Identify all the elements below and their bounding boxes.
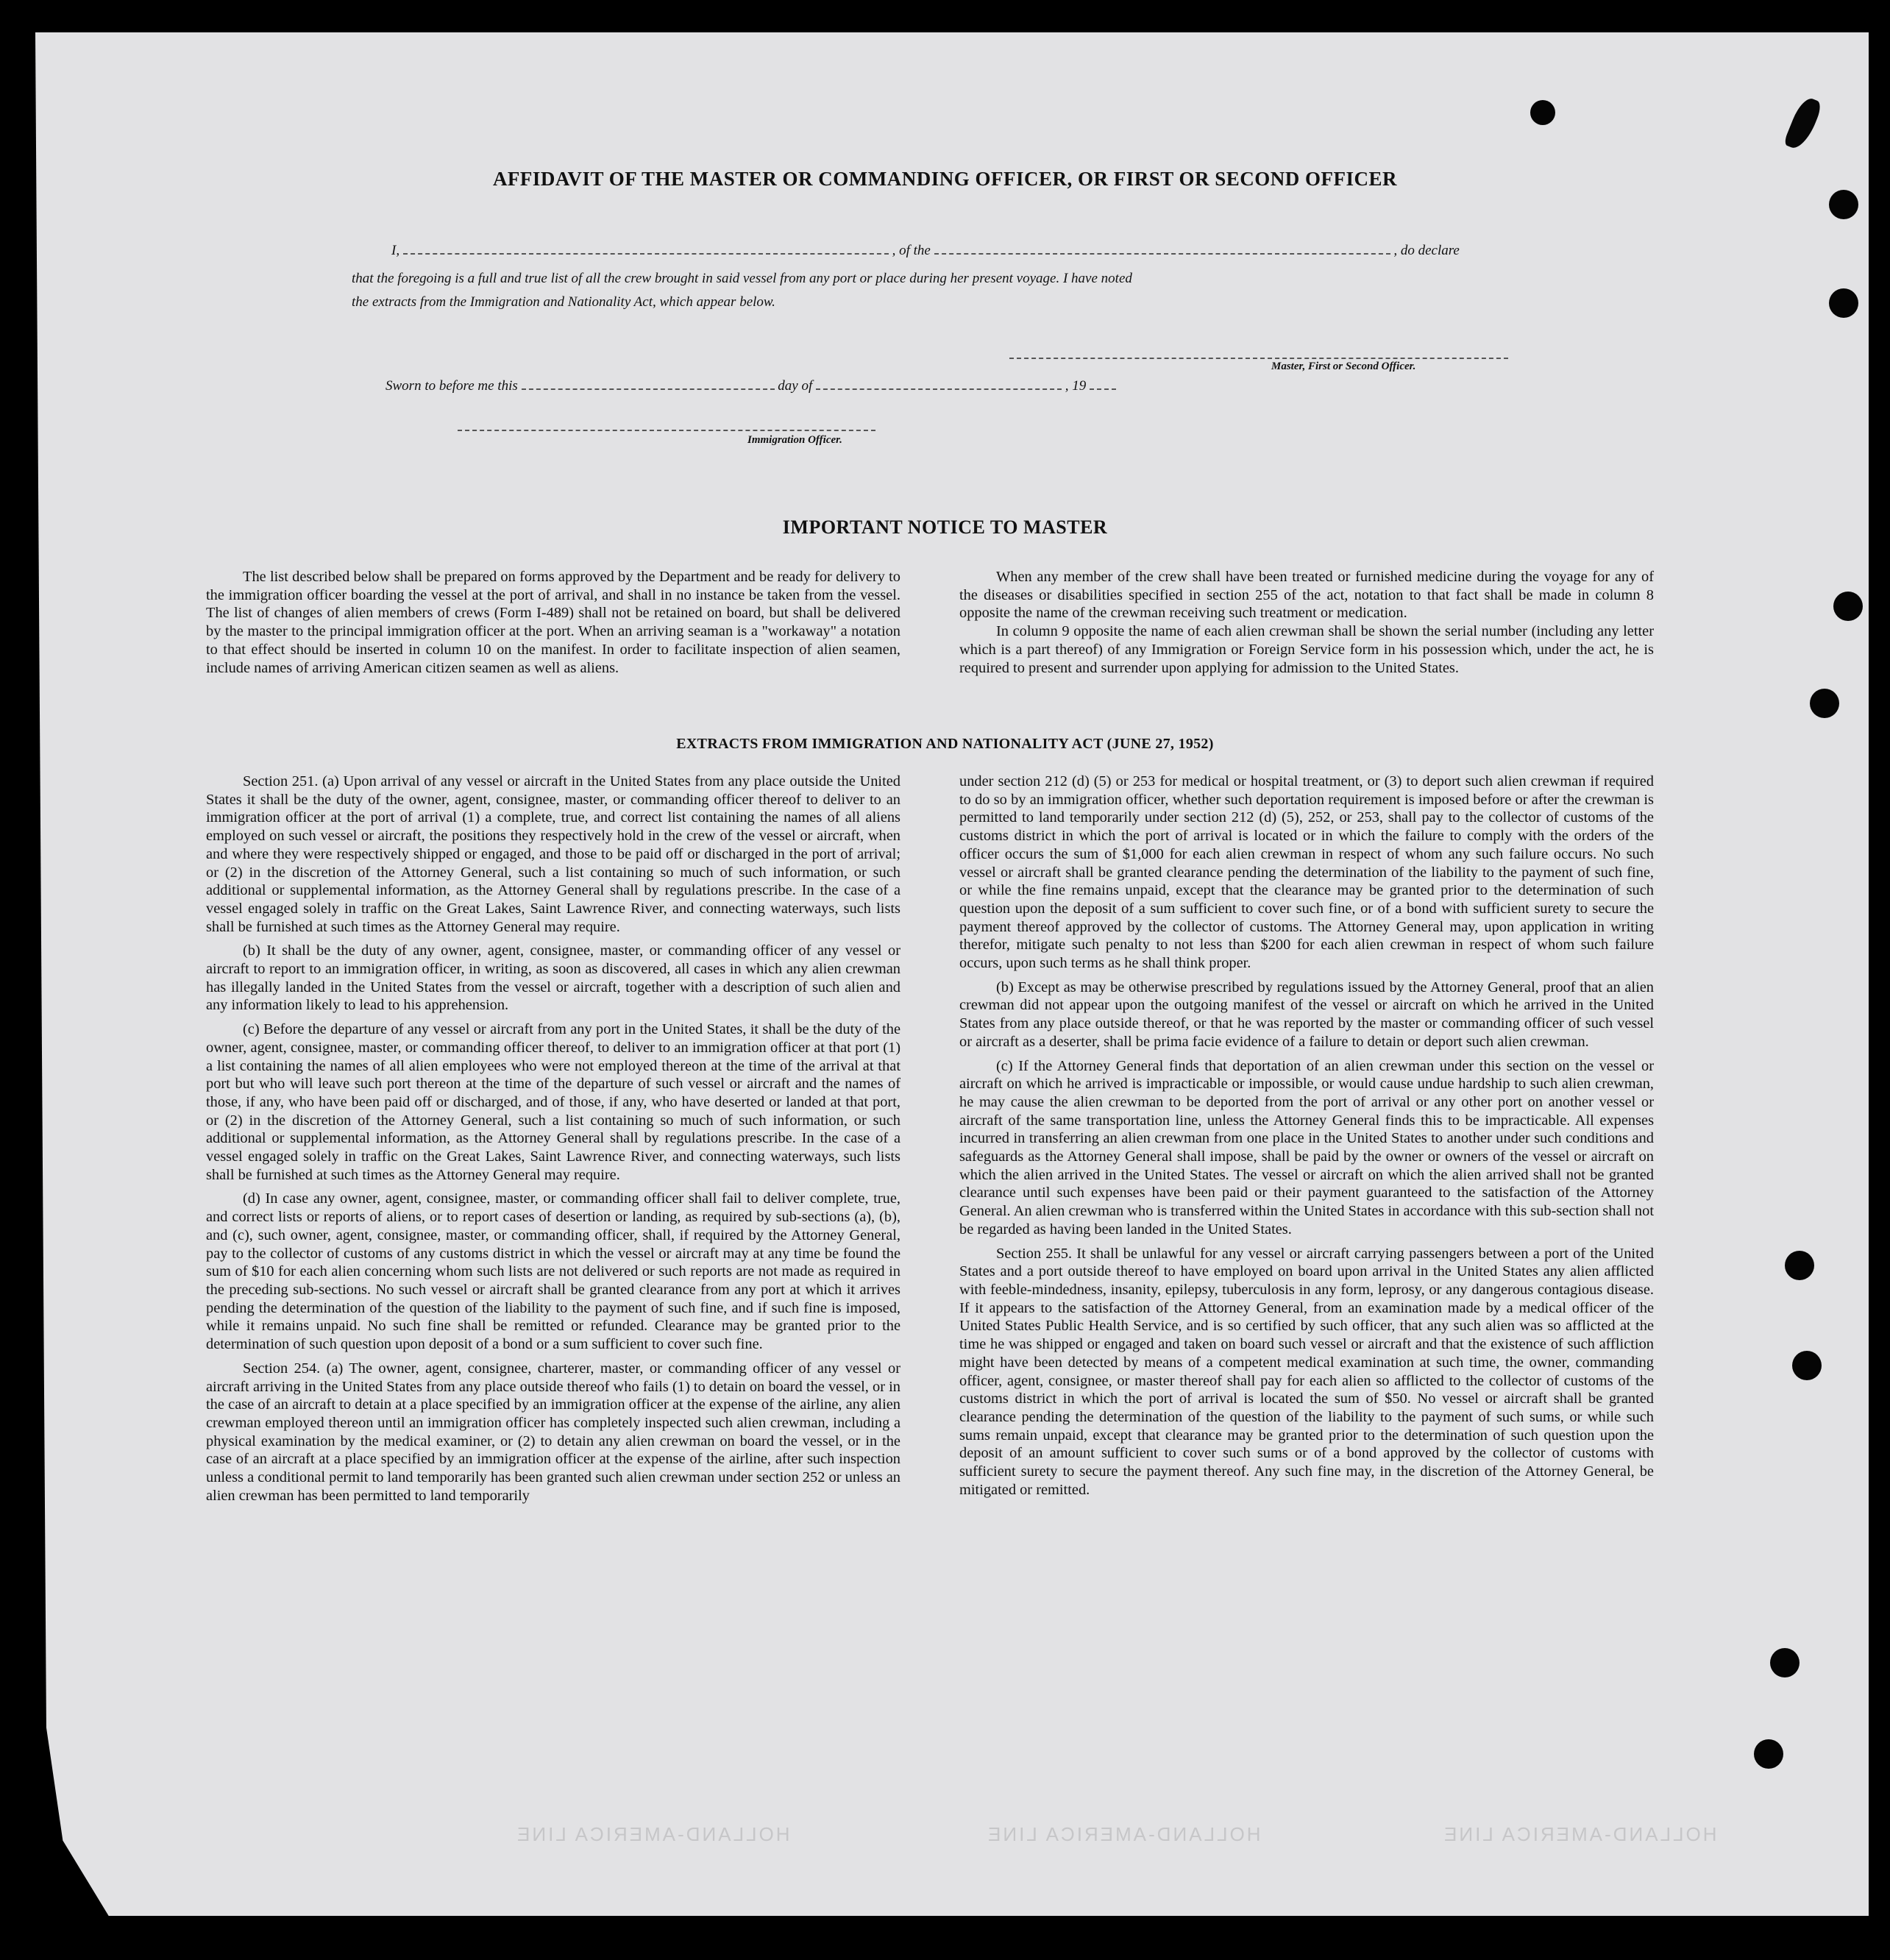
affidavit-of-the: , of the xyxy=(892,243,931,258)
extracts-right-column xyxy=(959,773,1654,1505)
punch-hole xyxy=(1829,190,1858,219)
punch-hole xyxy=(1810,689,1839,718)
section-254-a: Section 254. (a) The owner, agent, consignee, charterer, master, or commanding officer of any vessel or aircraft arriving in the United States from any place outside thereof who fails (1) to detain on board the vessel, or in the case of an aircraft to detain at a place specified by an immigration officer at the expense of the airline, any alien crewman employed thereon until an immigration officer has completely inspected such alien crewman, including a physical examination by the medical examiner, or (2) to detain any alien crewman on board the vessel, or in the case of an aircraft at a place specified by an immigration officer at the expense of the airline, after such inspection unless a conditional permit to land temporarily has been granted such alien crewman under section 252 or unless an alien crewman has been permitted to land temporarily xyxy=(206,1360,900,1504)
section-254-c: (c) If the Attorney General finds that deportation of an alien crewman under this section on the vessel or aircraft on which he arrived is impracticable or impossible, or would cause undue hardship to such alien crewman, he may cause the alien crewman to be deported from the port of arrival or any other port on another vessel or aircraft of the same transportation line, unless the Attorney General finds this to be impracticable. All expenses incurred in transferring an alien crewman from one place in the United States to another under such conditions and safeguards as the Attorney General shall impose, shall be paid by the owner or owners of the vessel or aircraft on which the alien arrived in the United States. The vessel or aircraft on which the alien arrived shall not be granted clearance until such expenses have been paid or their payment guaranteed to the satisfaction of the Attorney General. An alien crewman who is transferred within the United States in accordance with this sub-section shall not be regarded as having been landed in the United States. xyxy=(959,1057,1654,1238)
sworn-label: Sworn to before me this xyxy=(386,378,518,394)
officer-caption: Immigration Officer. xyxy=(747,434,842,446)
section-251-a: Section 251. (a) Upon arrival of any vessel or aircraft in the United States from any place outside the United States it shall be the duty of the owner, agent, consignee, master, or commanding officer thereof to deliver to an immigration officer at the port of arrival (1) a complete, true, and correct list containing the names of all aliens employed on such vessel or aircraft, the positions they respectively hold in the crew of the vessel or aircraft, when and where they were respectively shipped or engaged, and those to be paid off or discharged in the port of arrival; or (2) in the discretion of the Attorney General, such a list containing so much of such information, or such additional or supplemental information, as the Attorney General shall by regulations prescribe. In the case of a vessel engaged solely in traffic on the Great Lakes, Saint Lawrence River, and connecting waterways, such lists shall be furnished at such times as the Attorney General may require. xyxy=(206,773,900,935)
show-through-stamp: HOLLAND-AMERICA LINE xyxy=(515,1823,790,1845)
extracts-left-column xyxy=(206,773,900,1510)
section-254-a-cont: under section 212 (d) (5) or 253 for medical or hospital treatment, or (3) to deport such alien crewman if required to do so by an immigration officer, whether such deportation requirement is imposed before or after the crewman is permitted to land temporarily under section 212 (d) (5), 252, or 253, shall pay to the collector of customs of the customs district in which the port of arrival is located or in which the failure to comply with the orders of the officer occurs the sum of $1,000 for each alien crewman in respect of whom any such failure occurs. No such vessel or aircraft shall be granted clearance pending the determination of the liability to the payment of such fine, or while the fine remains unpaid, except that the clearance may be granted prior to the determination of such question upon the deposit of a sum sufficient to cover such fine, or of a bond with sufficient surety to secure the payment thereof approved by the collector of customs. The Attorney General may, upon application in writing therefor, mitigate such penalty to not less than $200 for each alien crewman in respect of whom such failure occurs, upon such terms as he shall think proper. xyxy=(959,773,1654,972)
day-of-label: day of xyxy=(778,378,813,394)
section-251-c: (c) Before the departure of any vessel or aircraft from any port in the United States, it shall be the duty of the owner, agent, consignee, master, or commanding officer thereof, to deliver to an immigration officer at that port (1) a list containing the names of all alien employees who were not employed thereon at the time of the arrival at that port but who will leave such port thereon at the time of the departure of such vessel or aircraft and the names of those, if any, who have been paid off or discharged, and of those, if any, who have deserted or landed at that port, or (2) in the discretion of the Attorney General, such a list containing so much of such information, or such additional or supplemental information, as the Attorney General shall by regulations prescribe. In the case of a vessel engaged solely in traffic on the Great Lakes, Saint Lawrence River, and connecting waterways, such lists shall be furnished at such times as the Attorney General may require. xyxy=(206,1021,900,1183)
affidavit-declare: , do declare xyxy=(1393,243,1460,258)
punch-hole xyxy=(1833,592,1863,621)
punch-hole xyxy=(1829,288,1858,318)
notice-right-paragraph-2: In column 9 opposite the name of each alien crewman shall be shown the serial number (including any letter which is a part thereof) of any Immigration or Foreign Service form in his possession which, under the act, he is required to present and surrender upon applying for admission to the United States. xyxy=(959,623,1654,676)
affidavit-line-2: that the foregoing is a full and true list of all the crew brought in said vessel from any port or place during her present voyage. I have noted xyxy=(352,271,1132,286)
section-251-b: (b) It shall be the duty of any owner, agent, consignee, master, or commanding officer of any vessel or aircraft to report to an immigration officer, in writing, as soon as discovered, all cases in which any alien crewman has illegally landed in the United States from the vessel or aircraft, together with a description of such alien and any information likely to lead to his apprehension. xyxy=(206,942,900,1014)
sworn-line xyxy=(386,378,1116,394)
notice-left-paragraph: The list described below shall be prepared on forms approved by the Department and be ready for delivery to the immigration officer boarding the vessel at the port of arrival, and shall in no instance be taken from the vessel. The list of changes of alien members of crews (Form I-489) shall not be retained on board, but shall be delivered by the master to the principal immigration officer at the port. When an arriving seaman is a "workaway" a notation to that effect should be inserted in column 10 on the manifest. In order to facilitate inspection of alien seamen, include names of arriving American citizen seamen as well as aliens. xyxy=(206,569,900,676)
punch-hole xyxy=(1785,1251,1814,1280)
show-through-stamp: HOLLAND-AMERICA LINE xyxy=(986,1823,1261,1845)
punch-hole xyxy=(1754,1739,1783,1769)
extracts-title: EXTRACTS FROM IMMIGRATION AND NATIONALITY ACT (JUNE 27, 1952) xyxy=(676,736,1214,752)
notice-right-paragraph-1: When any member of the crew shall have been treated or furnished medicine during the voyage for any of the diseases or disabilities specified in section 255 of the act, notation to that fact shall be made in column 8 opposite the name of the crewman receiving such treatment or medication. xyxy=(959,569,1654,622)
notice-right-column xyxy=(959,568,1654,683)
affidavit-line-1 xyxy=(391,243,1460,259)
punch-hole xyxy=(1530,100,1555,125)
show-through-stamp: HOLLAND-AMERICA LINE xyxy=(1442,1823,1717,1845)
punch-hole xyxy=(1792,1351,1822,1380)
year-label: , 19 xyxy=(1065,378,1087,394)
section-251-d: (d) In case any owner, agent, consignee, master, or commanding officer shall fail to deliver complete, true, and correct lists or reports of aliens, or to report cases of desertion or landing, as required by sub-sections (a), (b), and (c), such owner, agent, consignee, master, or commanding officer, shall, if required by the Attorney General, pay to the collector of customs of any customs district in which the vessel or aircraft may at any time be found the sum of $10 for each alien concerning whom such lists are not delivered or such reports are not made as required in the preceding sub-sections. No such vessel or aircraft shall be granted clearance from any port at which it arrives pending the determination of the question of the liability to the payment of such fine, and if such fine is imposed, while it remains unpaid. No such fine shall be remitted or refunded. Clearance may be granted prior to the determination of such question upon deposit of a bond or a sum sufficient to cover such fine. xyxy=(206,1190,900,1353)
affidavit-title: AFFIDAVIT OF THE MASTER OR COMMANDING OFFICER, OR FIRST OR SECOND OFFICER xyxy=(492,168,1398,190)
signature-line xyxy=(1009,358,1508,359)
affidavit-i: I, xyxy=(391,243,400,258)
notice-title: IMPORTANT NOTICE TO MASTER xyxy=(782,516,1108,538)
signature-caption: Master, First or Second Officer. xyxy=(1271,361,1416,372)
affidavit-line-3: the extracts from the Immigration and Nationality Act, which appear below. xyxy=(352,294,775,310)
section-254-b: (b) Except as may be otherwise prescribed by regulations issued by the Attorney General, proof that an alien crewman did not appear upon the outgoing manifest of the vessel or aircraft on which he arrived in the United States from any place outside thereof, or that he was reported by the master or commanding officer of such vessel or aircraft as a deserter, shall be prima facie evidence of a failure to detain or deport such alien crewman. xyxy=(959,979,1654,1050)
notice-left-column xyxy=(206,568,900,683)
punch-hole xyxy=(1770,1648,1800,1677)
section-255: Section 255. It shall be unlawful for any vessel or aircraft carrying passengers between a port of the United States and a port outside thereof to have employed on board upon arrival in the United States any alien afflicted with feeble-mindedness, insanity, epilepsy, tuberculosis in any form, leprosy, or any dangerous contagious disease. If it appears to the satisfaction of the Attorney General, from an examination made by a medical officer of the United States Public Health Service, and is so certified by such officer, that any such alien was so afflicted at the time he was shipped or engaged and taken on board such vessel or aircraft and that the existence of such affliction might have been detected by means of a competent medical examination at such time, the owner, commanding officer, agent, consignee, or master thereof shall pay for each alien so afflicted to the collector of customs of the customs district in which the port of arrival is located the sum of $50. No vessel or aircraft shall be granted clearance pending the determination of the question of the liability to the payment of such sums, or while such sums remain unpaid, except that clearance may be granted prior to the determination of such question upon the deposit of an amount sufficient to cover such sums or of a bond approved by the collector of customs with sufficient surety to secure the payment thereof. Any such fine may, in the discretion of the Attorney General, be mitigated or remitted. xyxy=(959,1245,1654,1498)
officer-line xyxy=(458,430,875,431)
